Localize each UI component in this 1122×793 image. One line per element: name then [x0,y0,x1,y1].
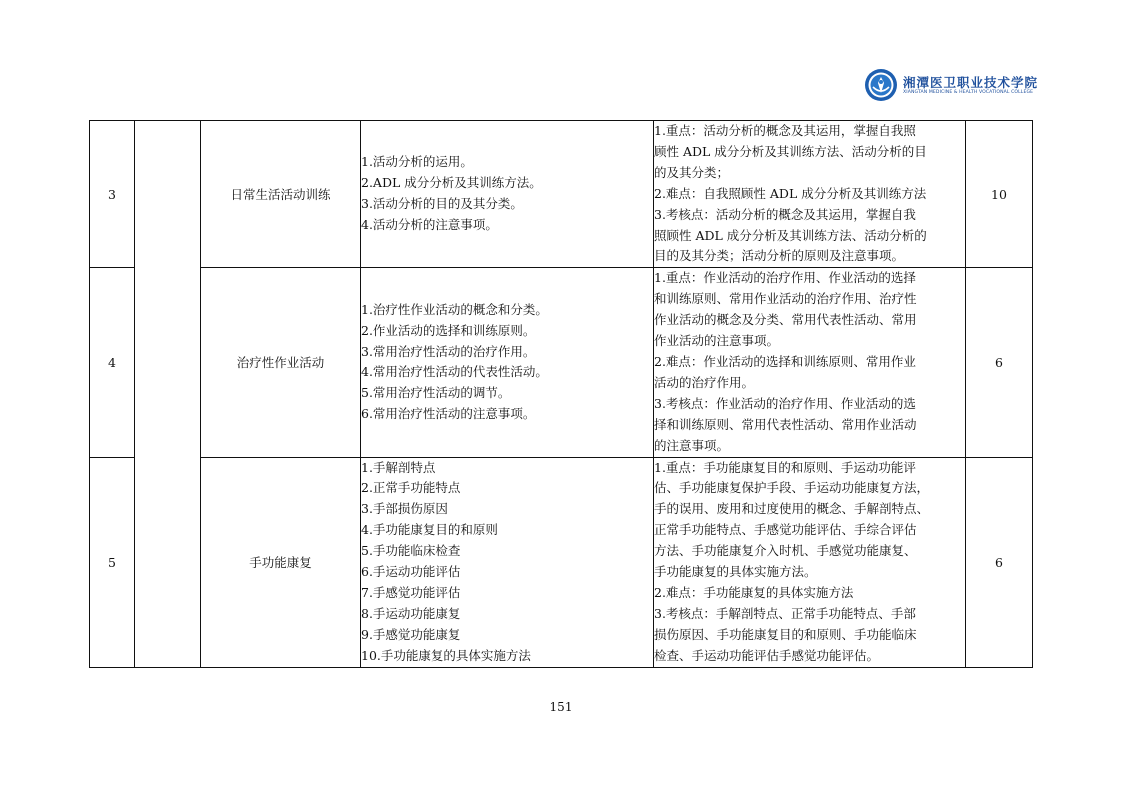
requirement-line: 和训练原则、常用作业活动的治疗作用、治疗性 [654,291,917,307]
requirement-line: 损伤原因、手功能康复目的和原则、手功能临床 [654,626,917,642]
requirements [654,121,966,268]
content-item: 8.手运动功能康复 [361,605,461,621]
content-list [361,121,654,268]
course-content-table [89,120,1033,668]
content-item: 9.手感觉功能康复 [361,626,461,642]
row-number: 3 [90,121,135,268]
requirement-line: 2.难点：自我照顾性 ADL 成分分析及其训练方法 [654,185,927,201]
requirement-line: 1.重点：作业活动的治疗作用、作业活动的选择 [654,270,916,286]
requirement-line: 活动的治疗作用。 [654,374,755,390]
requirement-line: 择和训练原则、常用代表性活动、常用作业活动 [654,416,917,432]
topic-name: 日常生活活动训练 [201,121,361,268]
module-cell [135,121,201,668]
requirement-line: 方法、手功能康复介入时机、手感觉功能康复、 [654,543,917,559]
content-item: 2.ADL 成分分析及其训练方法。 [361,175,542,191]
requirement-line: 估、手功能康复保护手段、手运动功能康复方法， [654,480,930,496]
college-emblem-icon [864,68,898,102]
page-number: 151 [549,700,573,714]
requirement-line: 2.难点：手功能康复的具体实施方法 [654,584,854,600]
hours: 6 [966,457,1033,667]
hours: 6 [966,268,1033,457]
college-logo [864,66,1044,104]
content-item: 10.手功能康复的具体实施方法 [361,647,531,663]
content-item: 1.手解剖特点 [361,459,436,475]
requirement-line: 2.难点：作业活动的选择和训练原则、常用作业 [654,353,916,369]
requirement-line: 作业活动的注意事项。 [654,333,780,349]
requirement-line: 作业活动的概念及分类、常用代表性活动、常用 [654,312,917,328]
content-item: 6.常用治疗性活动的注意事项。 [361,406,536,422]
requirement-line: 顾性 ADL 成分分析及其训练方法、活动分析的目 [654,143,927,159]
requirement-line: 3.考核点：活动分析的概念及其运用，掌握自我 [654,206,916,222]
content-list [361,268,654,457]
content-list [361,457,654,667]
content-item: 2.作业活动的选择和训练原则。 [361,322,536,338]
content-item: 7.手感觉功能评估 [361,584,461,600]
requirements [654,457,966,667]
topic-name: 手功能康复 [201,457,361,667]
requirement-line: 正常手功能特点、手感觉功能评估、手综合评估 [654,522,917,538]
table-row [90,121,1033,268]
requirements [654,268,966,457]
logo-english-name: XIANGTAN MEDICINE & HEALTH VOCATIONAL COLLEGE [903,89,1034,95]
content-item: 3.活动分析的目的及其分类。 [361,196,523,212]
requirement-line: 的注意事项。 [654,437,730,453]
topic-name: 治疗性作业活动 [201,268,361,457]
content-item: 3.常用治疗性活动的治疗作用。 [361,343,536,359]
row-number: 4 [90,268,135,457]
requirement-line: 的及其分类； [654,164,730,180]
requirement-line: 照顾性 ADL 成分分析及其训练方法、活动分析的 [654,227,927,243]
content-item: 4.常用治疗性活动的代表性活动。 [361,364,548,380]
content-item: 1.活动分析的运用。 [361,154,473,170]
row-number: 5 [90,457,135,667]
table-row [90,457,1033,667]
content-item: 4.手功能康复目的和原则 [361,522,498,538]
content-item: 6.手运动功能评估 [361,564,461,580]
content-item: 3.手部损伤原因 [361,501,448,517]
content-item: 5.常用治疗性活动的调节。 [361,385,511,401]
requirement-line: 1.重点：手功能康复目的和原则、手运动功能评 [654,459,916,475]
hours: 10 [966,121,1033,268]
requirement-line: 手的误用、废用和过度使用的概念、手解剖特点、 [654,501,930,517]
content-item: 5.手功能临床检查 [361,543,461,559]
requirement-line: 目的及其分类；活动分析的原则及注意事项。 [654,248,905,264]
table-row [90,268,1033,457]
logo-chinese-name: 湘潭医卫职业技术学院 [903,74,1039,90]
requirement-line: 检查、手运动功能评估手感觉功能评估。 [654,647,880,663]
requirement-line: 手功能康复的具体实施方法。 [654,564,817,580]
content-item: 4.活动分析的注意事项。 [361,217,498,233]
requirement-line: 3.考核点：作业活动的治疗作用、作业活动的选 [654,395,916,411]
requirement-line: 3.考核点：手解剖特点、正常手功能特点、手部 [654,605,916,621]
content-item: 1.治疗性作业活动的概念和分类。 [361,301,548,317]
requirement-line: 1.重点：活动分析的概念及其运用，掌握自我照 [654,123,916,138]
content-item: 2.正常手功能特点 [361,480,461,496]
